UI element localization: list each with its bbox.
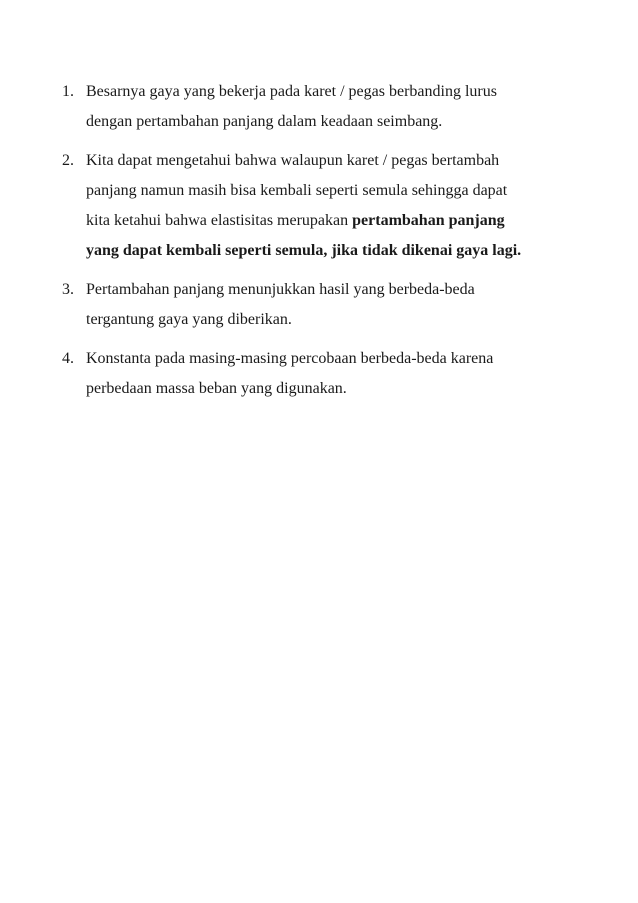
text-line: dengan pertambahan panjang dalam keadaan seimbang. [86,113,443,130]
text-line: tergantung gaya yang diberikan. [86,311,292,328]
text-line [86,206,521,236]
list-item [62,344,562,404]
list-item-text [86,275,475,335]
list-item-number: 2. [62,152,74,169]
numbered-list [62,77,562,413]
text-line: panjang namun masih bisa kembali seperti semula sehingga dapat [86,182,508,199]
list-item-number: 1. [62,83,74,100]
text-line: Konstanta pada masing-masing percobaan berbeda-beda karena [86,350,494,367]
list-item-text [86,77,497,137]
list-item-number: 3. [62,281,74,298]
list-item [62,77,562,137]
list-item-text [86,146,521,266]
list-item-text [86,344,493,404]
list-item [62,275,562,335]
text-line: perbedaan massa beban yang digunakan. [86,380,347,397]
text-line: Pertambahan panjang menunjukkan hasil yang berbeda-beda [86,281,475,298]
text-line: Kita dapat mengetahui bahwa walaupun karet / pegas bertambah [86,152,500,169]
bold-text: pertambahan panjang [352,212,505,229]
text-line: Besarnya gaya yang bekerja pada karet / pegas berbanding lurus [86,83,497,100]
list-item [62,146,562,266]
plain-text: kita ketahui bahwa elastisitas merupakan [86,212,353,229]
bold-text-line: yang dapat kembali seperti semula, jika tidak dikenai gaya lagi. [86,242,522,259]
list-item-number: 4. [62,350,74,367]
